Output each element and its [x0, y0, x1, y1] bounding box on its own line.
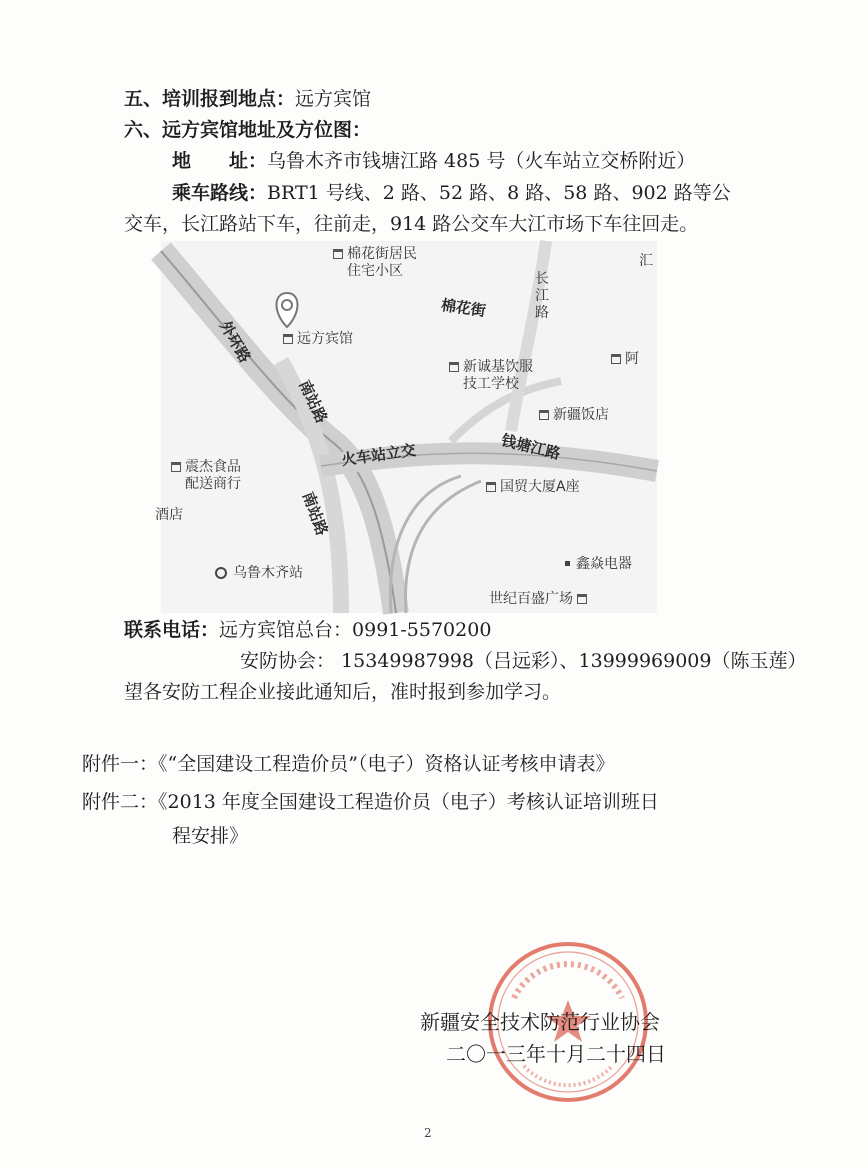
route-text: BRT1 号线、2 路、52 路、8 路、58 路、902 路等公 — [267, 182, 731, 204]
attachment-2-label: 附件二： — [82, 791, 159, 813]
address-line — [172, 148, 695, 174]
road-label-qiantangjiang: 钱塘江路 — [499, 430, 563, 463]
map-label-shiji: 世纪百盛广场 — [489, 591, 587, 608]
route-label: 乘车路线： — [172, 182, 268, 204]
map-label-zhenjie: 震杰食品 配送商行 — [171, 459, 241, 493]
map-label-mianhua-residential: 棉花街居民 住宅小区 — [333, 246, 417, 280]
map-label-xinxin: 鑫焱电器 — [565, 556, 632, 573]
address-label: 地 址： — [172, 150, 268, 172]
road-label-mianhua: 棉花街 — [439, 295, 487, 321]
contact-line-1 — [124, 617, 491, 643]
attachment-1 — [82, 751, 614, 777]
section-five — [124, 86, 371, 112]
map-label-hui: 汇 — [639, 253, 653, 269]
map-label-xinjiang-hotel: 新疆饭店 — [539, 407, 609, 424]
building-icon — [283, 334, 293, 344]
road-label-huochezhan: 火车站立交 — [340, 440, 417, 470]
road-label-nanzhan-1: 南站路 — [295, 377, 331, 426]
association-phone: 安防协会： 15349987998（吕远彩）、13999969009（陈玉莲） — [240, 650, 807, 672]
route-line — [172, 180, 731, 206]
map-label-yuanfang: 远方宾馆 — [283, 331, 353, 348]
building-icon — [333, 249, 343, 259]
map-label-a: 阿 — [611, 351, 639, 368]
train-station-icon — [215, 567, 227, 579]
building-icon — [486, 482, 496, 492]
attachment-2-cont — [172, 823, 248, 849]
map-label-dian: 酒店 — [155, 507, 183, 523]
road-label-changjiang: 长 江 路 — [535, 271, 549, 321]
signature-org: 新疆安全技术防范行业协会 — [420, 1010, 660, 1034]
contact-line-2 — [240, 648, 807, 674]
address-text: 乌鲁木齐市钱塘江路 485 号（火车站立交桥附近） — [267, 150, 696, 172]
section-five-heading: 五、培训报到地点： — [124, 88, 296, 110]
section-five-text: 远方宾馆 — [295, 88, 372, 110]
building-icon — [539, 410, 549, 420]
section-six-heading: 六、远方宾馆地址及方位图： — [124, 119, 372, 141]
road-label-nanzhan-2: 南站路 — [298, 489, 332, 538]
building-icon — [611, 354, 621, 364]
route-text-2: 交车，长江路站下车，往前走，914 路公交车大江市场下车往回走。 — [124, 213, 699, 235]
signature-date: 二〇一三年十月二十四日 — [446, 1042, 666, 1066]
shop-icon — [577, 594, 587, 604]
attachment-1-title: 《“全国建设工程造价员”（电子）资格认证考核申请表》 — [158, 753, 615, 775]
school-icon — [449, 362, 459, 372]
hotel-phone: 远方宾馆总台：0991-5570200 — [219, 619, 492, 641]
route-line-2 — [124, 211, 698, 237]
notice-line — [124, 679, 561, 705]
section-six — [124, 117, 371, 143]
attachment-2 — [82, 789, 659, 815]
attachment-2-title: 《2013 年度全国建设工程造价员（电子）考核认证培训班日 — [158, 791, 659, 813]
shop-icon — [171, 462, 181, 472]
dot-icon — [565, 561, 570, 566]
map-label-xincheng-school: 新诚基饮服 技工学校 — [449, 359, 533, 393]
attachment-1-label: 附件一： — [82, 753, 159, 775]
location-map — [155, 241, 657, 613]
page-number: 2 — [424, 1126, 432, 1140]
map-label-guomao: 国贸大厦A座 — [486, 479, 580, 496]
contact-label: 联系电话： — [124, 619, 220, 641]
map-label-urumqi-station: 乌鲁木齐站 — [215, 565, 303, 582]
attachment-2-title-cont: 程安排》 — [172, 825, 249, 847]
notice-text: 望各安防工程企业接此通知后，准时报到参加学习。 — [124, 681, 562, 703]
road-label-waihuan: 外环路 — [216, 317, 255, 366]
